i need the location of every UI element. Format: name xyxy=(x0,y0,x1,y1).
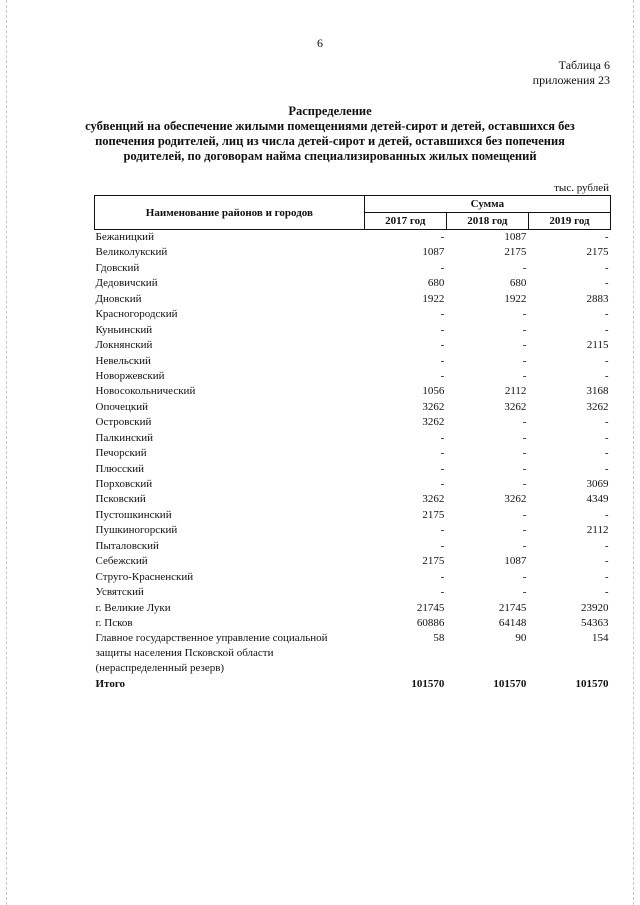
row-value-2018: 3262 xyxy=(504,400,527,413)
table-row xyxy=(95,245,611,260)
table-row xyxy=(95,431,611,446)
table-row xyxy=(95,230,611,246)
table-row xyxy=(95,601,611,616)
total-value-2019: 101570 xyxy=(575,678,609,691)
row-value-2017: 3262 xyxy=(422,400,445,413)
row-value-2019: - xyxy=(604,261,609,274)
table-row xyxy=(95,523,611,538)
row-value-2019: 2175 xyxy=(586,246,609,259)
row-value-2018: 3262 xyxy=(504,493,527,506)
row-value-2017: - xyxy=(440,586,445,599)
row-name: Псковский xyxy=(95,493,146,506)
row-value-2017: - xyxy=(440,478,445,490)
row-value-2018: - xyxy=(522,308,527,321)
row-value-2017: - xyxy=(440,339,445,352)
row-value-2019: - xyxy=(604,447,609,460)
table-row xyxy=(95,384,611,399)
row-name: Красногородский xyxy=(95,308,178,321)
table-reference xyxy=(533,58,610,88)
scan-edge-left xyxy=(6,0,7,905)
row-value-2017: - xyxy=(440,447,445,460)
row-value-2019: 4349 xyxy=(586,493,609,506)
table-row xyxy=(95,477,611,492)
row-value-2017: - xyxy=(440,570,445,583)
row-value-2018: - xyxy=(522,462,527,475)
row-name: г. Великие Луки xyxy=(95,601,171,614)
total-row xyxy=(95,677,611,692)
table-row xyxy=(95,338,611,353)
distribution-table xyxy=(94,195,611,693)
table-row xyxy=(95,631,611,677)
row-name: г. Псков xyxy=(95,616,133,629)
row-value-2017: - xyxy=(440,431,445,444)
row-value-2019: - xyxy=(604,277,609,290)
row-value-2018: - xyxy=(522,339,527,352)
row-name: Струго-Красненский xyxy=(95,570,194,583)
table-row xyxy=(95,446,611,461)
row-value-2019: 3168 xyxy=(586,385,609,398)
row-value-2017: 60886 xyxy=(416,616,445,629)
row-value-2018: - xyxy=(522,369,527,382)
title-line3: попечения родителей, лиц из числа детей-сирот и детей, оставшихся без попечения xyxy=(95,134,565,148)
header-name: Наименование районов и городов xyxy=(95,196,365,230)
row-value-2017: - xyxy=(440,462,445,475)
row-value-2017: - xyxy=(440,524,445,537)
row-value-2018: - xyxy=(522,570,527,583)
row-value-2017: 1056 xyxy=(422,385,445,398)
row-name: Опочецкий xyxy=(95,400,148,413)
row-value-2017: - xyxy=(440,231,445,243)
row-value-2019: 2115 xyxy=(586,339,609,352)
row-value-2019: 154 xyxy=(592,632,609,645)
row-value-2017: - xyxy=(440,261,445,274)
row-name: Пыталовский xyxy=(95,539,159,552)
header-2017: 2017 год xyxy=(364,213,446,230)
row-value-2019: - xyxy=(604,586,609,599)
row-value-2019: - xyxy=(604,431,609,444)
row-name: Великолукский xyxy=(95,246,168,259)
row-value-2019: - xyxy=(604,539,609,552)
row-value-2018: 2175 xyxy=(504,246,527,259)
table-row xyxy=(95,492,611,507)
row-name: Себежский xyxy=(95,555,148,568)
row-name: Главное государственное управление социальной защиты населения Псковской области (нераспределенный резерв) xyxy=(95,632,328,675)
table-row xyxy=(95,261,611,276)
row-value-2019: 2112 xyxy=(586,524,609,537)
table-reference-line1: Таблица 6 xyxy=(558,58,610,72)
row-name: Куньинский xyxy=(95,323,153,336)
row-value-2019: - xyxy=(604,570,609,583)
row-value-2018: - xyxy=(522,508,527,521)
row-value-2018: - xyxy=(522,524,527,537)
total-value-2018: 101570 xyxy=(493,678,527,691)
page-number: 6 xyxy=(317,36,323,50)
row-value-2019: - xyxy=(604,462,609,475)
row-value-2018: 1087 xyxy=(504,555,527,568)
row-name: Дедовичский xyxy=(95,277,158,290)
row-value-2017: - xyxy=(440,539,445,552)
table-row xyxy=(95,276,611,291)
row-name: Пустошкинский xyxy=(95,508,172,521)
row-value-2017: 3262 xyxy=(422,493,445,506)
row-value-2019: 23920 xyxy=(581,601,609,614)
total-value-2017: 101570 xyxy=(411,678,445,691)
total-name: Итого xyxy=(95,678,126,691)
row-value-2019: - xyxy=(604,323,609,336)
title-line2: субвенций на обеспечение жилыми помещениями детей-сирот и детей, оставшихся без xyxy=(85,119,575,133)
table-reference-line2: приложения 23 xyxy=(532,73,610,87)
row-value-2018: 2112 xyxy=(504,385,527,398)
table-row xyxy=(95,369,611,384)
row-value-2018: - xyxy=(522,323,527,336)
header-2019: 2019 год xyxy=(528,213,610,230)
table-row xyxy=(95,400,611,415)
row-value-2017: - xyxy=(440,354,445,367)
row-value-2019: 2883 xyxy=(586,292,609,305)
row-value-2017: 2175 xyxy=(422,508,445,521)
row-value-2017: 3262 xyxy=(422,416,445,429)
table-row xyxy=(95,585,611,600)
document-title xyxy=(60,104,600,164)
row-value-2019: - xyxy=(604,354,609,367)
row-value-2017: - xyxy=(440,323,445,336)
header-sum: Сумма xyxy=(364,196,610,213)
row-value-2018: 1087 xyxy=(504,231,527,243)
row-value-2018: - xyxy=(522,478,527,490)
row-value-2018: - xyxy=(522,416,527,429)
title-line1: Распределение xyxy=(288,104,372,118)
table-row xyxy=(95,616,611,631)
row-name: Невельский xyxy=(95,354,151,367)
table-row xyxy=(95,292,611,307)
row-value-2019: - xyxy=(604,508,609,521)
row-name: Печорский xyxy=(95,447,147,460)
row-name: Усвятский xyxy=(95,586,144,599)
table-row xyxy=(95,508,611,523)
row-value-2019: - xyxy=(604,555,609,568)
table-row xyxy=(95,539,611,554)
table-row xyxy=(95,323,611,338)
row-value-2019: 3262 xyxy=(586,400,609,413)
row-value-2019: - xyxy=(604,308,609,321)
row-value-2017: - xyxy=(440,308,445,321)
row-value-2017: 680 xyxy=(427,277,445,290)
row-value-2018: 21745 xyxy=(498,601,527,614)
row-value-2019: - xyxy=(604,231,609,243)
row-value-2017: 1087 xyxy=(422,246,445,259)
row-value-2018: 680 xyxy=(509,277,527,290)
table-row xyxy=(95,570,611,585)
table-row xyxy=(95,462,611,477)
row-value-2019: 3069 xyxy=(586,478,609,490)
table-row xyxy=(95,354,611,369)
row-value-2019: 54363 xyxy=(581,616,609,629)
table-row xyxy=(95,415,611,430)
row-name: Бежаницкий xyxy=(95,231,154,243)
row-name: Палкинский xyxy=(95,431,154,444)
row-value-2019: - xyxy=(604,369,609,382)
row-name: Порховский xyxy=(95,478,153,490)
scan-edge-right xyxy=(633,0,634,905)
row-value-2018: - xyxy=(522,447,527,460)
row-value-2017: 1922 xyxy=(422,292,445,305)
row-value-2018: 1922 xyxy=(504,292,527,305)
row-name: Новоржевский xyxy=(95,369,165,382)
row-value-2017: 2175 xyxy=(422,555,445,568)
row-value-2018: - xyxy=(522,261,527,274)
table-row xyxy=(95,554,611,569)
row-value-2018: - xyxy=(522,354,527,367)
title-line4: родителей, по договорам найма специализированных жилых помещений xyxy=(123,149,537,163)
row-name: Дновский xyxy=(95,292,142,305)
row-name: Новосокольнический xyxy=(95,385,196,398)
row-value-2018: - xyxy=(522,539,527,552)
row-value-2019: - xyxy=(604,416,609,429)
row-value-2017: 58 xyxy=(433,632,445,645)
row-name: Локнянский xyxy=(95,339,153,352)
row-value-2018: 90 xyxy=(515,632,527,645)
header-2018: 2018 год xyxy=(446,213,528,230)
row-name: Пушкиногорский xyxy=(95,524,178,537)
row-name: Плюсский xyxy=(95,462,145,475)
table-row xyxy=(95,307,611,322)
row-name: Островский xyxy=(95,416,152,429)
row-value-2018: - xyxy=(522,431,527,444)
row-value-2018: 64148 xyxy=(498,616,527,629)
row-value-2017: - xyxy=(440,369,445,382)
row-value-2018: - xyxy=(522,586,527,599)
units-label: тыс. рублей xyxy=(554,182,609,194)
row-value-2017: 21745 xyxy=(416,601,445,614)
row-name: Гдовский xyxy=(95,261,140,274)
